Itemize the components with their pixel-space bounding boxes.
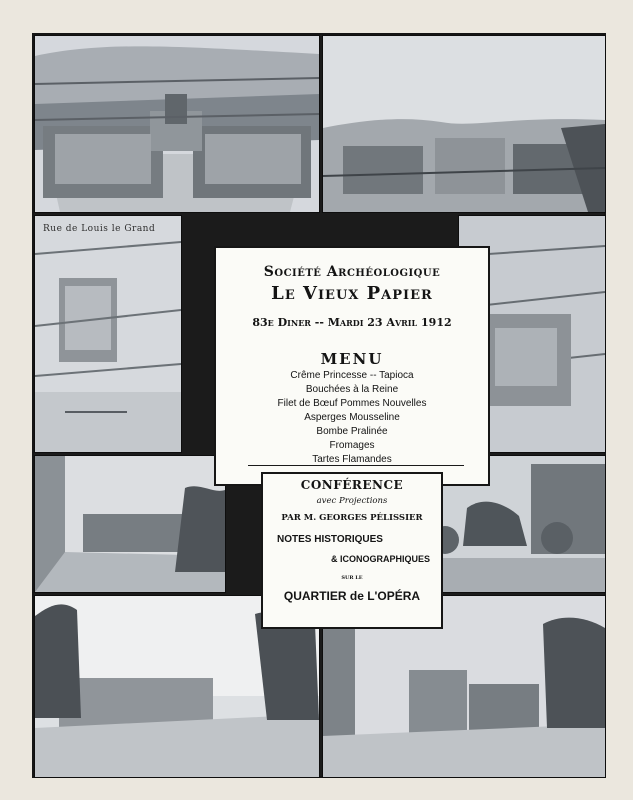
conference-speaker: PAR M. GEORGES PÉLISSIER <box>281 513 423 523</box>
boulevard-engraving <box>35 456 225 592</box>
menu-list <box>216 369 488 467</box>
menu-divider <box>248 465 464 466</box>
street-plan-engraving <box>35 216 181 452</box>
engraving-plate-lower-left <box>34 455 226 593</box>
menu-panel <box>214 246 490 486</box>
menu-heading: MENU <box>320 350 384 368</box>
menu-item: Asperges Mousseline <box>304 412 400 423</box>
menu-panel-content <box>216 248 488 484</box>
menu-item: Bouchées à la Reine <box>305 384 399 395</box>
city-panorama-engraving <box>323 36 605 212</box>
image-frame <box>32 33 606 778</box>
engraving-plate-top-right <box>322 35 606 213</box>
engraving-plate-middle-left <box>34 215 182 453</box>
topic-line-1: NOTES HISTORIQUES <box>277 534 383 545</box>
conference-location: QUARTIER de L'OPÉRA <box>283 589 421 603</box>
menu-item: Crême Princesse -- Tapioca <box>290 370 414 381</box>
topic-line-2: & ICONOGRAPHIQUES <box>331 554 431 564</box>
conference-subtitle: avec Projections <box>316 496 388 506</box>
conference-title: CONFÉRENCE <box>300 478 404 492</box>
garden-palace-engraving <box>35 36 319 212</box>
journal-title: Le Vieux Papier <box>271 283 433 304</box>
plate-caption: Rue de Louis le Grand <box>43 224 156 234</box>
menu-item: Fromages <box>329 440 375 451</box>
society-title: Société Archéologique <box>263 264 441 280</box>
dinner-line: 83e Diner -- Mardi 23 Avril 1912 <box>252 316 452 329</box>
conference-connector: SUR LE <box>341 575 363 581</box>
engraving-plate-top-left <box>34 35 320 213</box>
menu-item: Bombe Pralinée <box>316 426 388 437</box>
menu-item: Filet de Bœuf Pommes Nouvelles <box>277 398 427 409</box>
conference-panel-content <box>263 474 441 627</box>
menu-item: Tartes Flamandes <box>312 454 392 465</box>
conference-panel <box>261 472 443 629</box>
